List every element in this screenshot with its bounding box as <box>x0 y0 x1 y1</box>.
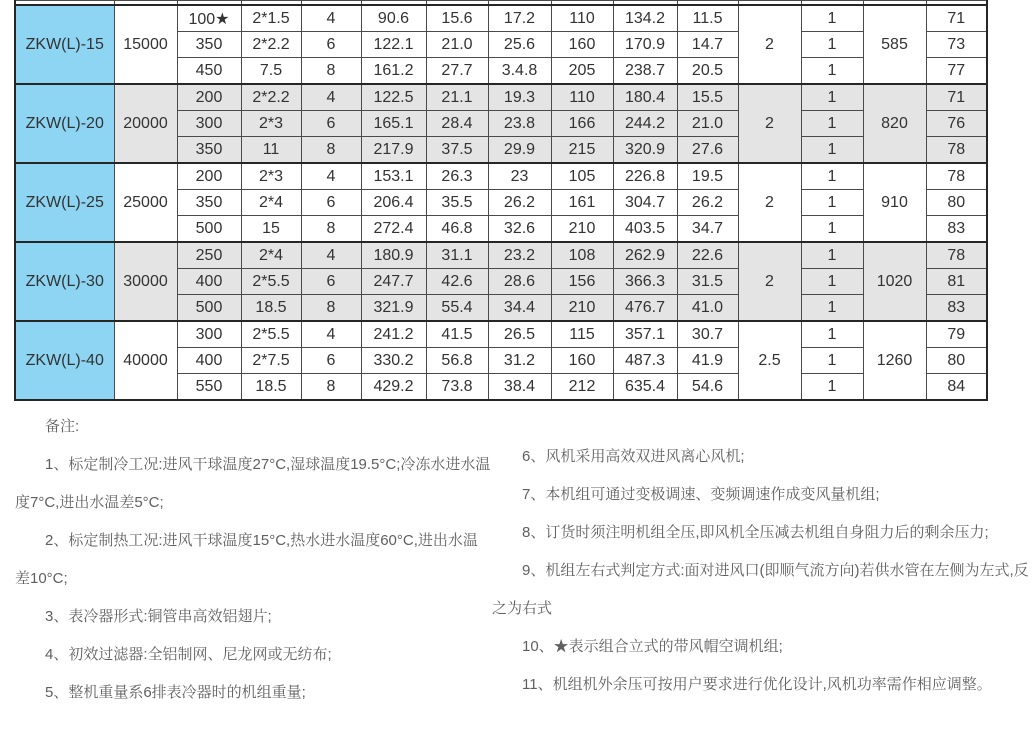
data-cell: 2*2.2 <box>241 84 301 111</box>
data-cell: 28.4 <box>426 111 488 137</box>
merged-value-cell: 1020 <box>863 242 926 321</box>
data-cell: 15.5 <box>677 84 738 111</box>
data-cell: 105 <box>551 163 613 190</box>
data-cell: 6 <box>301 32 361 58</box>
data-cell: 450 <box>177 58 241 85</box>
data-cell: 170.9 <box>613 32 677 58</box>
data-cell: 21.1 <box>426 84 488 111</box>
data-cell: 90.6 <box>361 5 426 32</box>
data-cell: 54.6 <box>677 374 738 401</box>
data-cell: 2*2.2 <box>241 32 301 58</box>
merged-value-cell: 2 <box>738 5 801 84</box>
data-cell: 247.7 <box>361 269 426 295</box>
note-item-10: 10、★表示组合立式的带风帽空调机组; <box>522 638 783 655</box>
data-cell: 1 <box>801 111 863 137</box>
data-cell: 76 <box>926 111 987 137</box>
data-cell: 18.5 <box>241 374 301 401</box>
data-cell: 2*7.5 <box>241 348 301 374</box>
model-cell: ZKW(L)-40 <box>15 321 114 400</box>
data-cell: 23 <box>488 163 551 190</box>
data-cell: 34.7 <box>677 216 738 243</box>
data-cell: 2*1.5 <box>241 5 301 32</box>
data-cell: 215 <box>551 137 613 164</box>
data-cell: 550 <box>177 374 241 401</box>
data-cell: 27.7 <box>426 58 488 85</box>
note-item-6: 6、风机采用高效双进风离心风机; <box>522 448 745 465</box>
data-cell: 500 <box>177 216 241 243</box>
data-cell: 28.6 <box>488 269 551 295</box>
data-cell: 161.2 <box>361 58 426 85</box>
data-cell: 156 <box>551 269 613 295</box>
data-cell: 35.5 <box>426 190 488 216</box>
data-cell: 244.2 <box>613 111 677 137</box>
data-cell: 160 <box>551 348 613 374</box>
note-item-8: 8、订货时须注明机组全压,即风机全压减去机组自身阻力后的剩余压力; <box>522 524 989 541</box>
data-cell: 1 <box>801 58 863 85</box>
data-cell: 4 <box>301 163 361 190</box>
data-cell: 26.2 <box>677 190 738 216</box>
data-cell: 1 <box>801 348 863 374</box>
data-cell: 56.8 <box>426 348 488 374</box>
merged-value-cell: 2 <box>738 84 801 163</box>
data-cell: 403.5 <box>613 216 677 243</box>
data-cell: 46.8 <box>426 216 488 243</box>
data-cell: 71 <box>926 5 987 32</box>
table-row <box>15 242 987 269</box>
data-cell: 6 <box>301 190 361 216</box>
data-cell: 80 <box>926 348 987 374</box>
data-cell: 73.8 <box>426 374 488 401</box>
data-cell: 18.5 <box>241 295 301 322</box>
data-cell: 41.9 <box>677 348 738 374</box>
data-cell: 226.8 <box>613 163 677 190</box>
data-cell: 476.7 <box>613 295 677 322</box>
data-cell: 78 <box>926 163 987 190</box>
notes-right-column <box>492 408 1032 712</box>
data-cell: 21.0 <box>426 32 488 58</box>
data-cell: 122.1 <box>361 32 426 58</box>
note-item-9: 9、机组左右式判定方式:面对进风口(即顺气流方向)若供水管在左侧为左式,反之为右式 <box>492 562 1029 617</box>
data-cell: 73 <box>926 32 987 58</box>
merged-value-cell: 585 <box>863 5 926 84</box>
data-cell: 210 <box>551 295 613 322</box>
data-cell: 4 <box>301 242 361 269</box>
data-cell: 78 <box>926 242 987 269</box>
data-cell: 4 <box>301 84 361 111</box>
data-cell: 350 <box>177 137 241 164</box>
data-cell: 11.5 <box>677 5 738 32</box>
data-cell: 81 <box>926 269 987 295</box>
data-cell: 41.5 <box>426 321 488 348</box>
notes-section <box>0 408 1032 712</box>
data-cell: 78 <box>926 137 987 164</box>
data-cell: 31.1 <box>426 242 488 269</box>
data-cell: 180.4 <box>613 84 677 111</box>
data-cell: 350 <box>177 32 241 58</box>
merged-value-cell: 2.5 <box>738 321 801 400</box>
data-cell: 180.9 <box>361 242 426 269</box>
note-item-1: 1、标定制冷工况:进风干球温度27°C,湿球温度19.5°C;冷冻水进水温度7°C,进出水温差5°C; <box>15 456 491 511</box>
data-cell: 1 <box>801 321 863 348</box>
data-cell: 31.2 <box>488 348 551 374</box>
data-cell: 8 <box>301 374 361 401</box>
note-item-4: 4、初效过滤器:全铝制网、尼龙网或无纺布; <box>45 646 332 663</box>
merged-value-cell: 820 <box>863 84 926 163</box>
data-cell: 429.2 <box>361 374 426 401</box>
data-cell: 1 <box>801 32 863 58</box>
data-cell: 4 <box>301 5 361 32</box>
data-cell: 241.2 <box>361 321 426 348</box>
data-cell: 34.4 <box>488 295 551 322</box>
data-cell: 14.7 <box>677 32 738 58</box>
data-cell: 15.6 <box>426 5 488 32</box>
data-cell: 1 <box>801 190 863 216</box>
data-cell: 3.4.8 <box>488 58 551 85</box>
data-cell: 300 <box>177 111 241 137</box>
data-cell: 17.2 <box>488 5 551 32</box>
data-cell: 83 <box>926 216 987 243</box>
note-item-5: 5、整机重量系6排表冷器时的机组重量; <box>45 684 306 701</box>
data-cell: 22.6 <box>677 242 738 269</box>
data-cell: 153.1 <box>361 163 426 190</box>
data-cell: 165.1 <box>361 111 426 137</box>
merged-value-cell: 2 <box>738 163 801 242</box>
data-cell: 206.4 <box>361 190 426 216</box>
airflow-cell: 40000 <box>114 321 177 400</box>
data-cell: 6 <box>301 111 361 137</box>
table-row <box>15 5 987 32</box>
model-cell: ZKW(L)-20 <box>15 84 114 163</box>
data-cell: 272.4 <box>361 216 426 243</box>
data-cell: 26.2 <box>488 190 551 216</box>
data-cell: 1 <box>801 216 863 243</box>
data-cell: 15 <box>241 216 301 243</box>
data-cell: 23.2 <box>488 242 551 269</box>
model-cell: ZKW(L)-30 <box>15 242 114 321</box>
data-cell: 1 <box>801 374 863 401</box>
data-cell: 32.6 <box>488 216 551 243</box>
note-item-11: 11、机组机外余压可按用户要求进行优化设计,风机功率需作相应调整。 <box>522 676 992 693</box>
airflow-cell: 15000 <box>114 5 177 84</box>
data-cell: 84 <box>926 374 987 401</box>
data-cell: 55.4 <box>426 295 488 322</box>
data-cell: 20.5 <box>677 58 738 85</box>
data-cell: 1 <box>801 295 863 322</box>
data-cell: 7.5 <box>241 58 301 85</box>
merged-value-cell: 2 <box>738 242 801 321</box>
data-cell: 212 <box>551 374 613 401</box>
data-cell: 238.7 <box>613 58 677 85</box>
data-cell: 38.4 <box>488 374 551 401</box>
data-cell: 79 <box>926 321 987 348</box>
data-cell: 160 <box>551 32 613 58</box>
data-cell: 262.9 <box>613 242 677 269</box>
data-cell: 8 <box>301 295 361 322</box>
data-cell: 2*4 <box>241 190 301 216</box>
data-cell: 6 <box>301 348 361 374</box>
data-cell: 110 <box>551 5 613 32</box>
notes-title: 备注: <box>45 418 80 435</box>
data-cell: 6 <box>301 269 361 295</box>
airflow-cell: 25000 <box>114 163 177 242</box>
data-cell: 166 <box>551 111 613 137</box>
data-cell: 635.4 <box>613 374 677 401</box>
data-cell: 29.9 <box>488 137 551 164</box>
data-cell: 161 <box>551 190 613 216</box>
merged-value-cell: 910 <box>863 163 926 242</box>
data-cell: 21.0 <box>677 111 738 137</box>
note-item-3: 3、表冷器形式:铜管串高效铝翅片; <box>45 608 272 625</box>
model-cell: ZKW(L)-15 <box>15 5 114 84</box>
data-cell: 11 <box>241 137 301 164</box>
data-cell: 1 <box>801 137 863 164</box>
data-cell: 210 <box>551 216 613 243</box>
data-cell: 110 <box>551 84 613 111</box>
data-cell: 108 <box>551 242 613 269</box>
data-cell: 77 <box>926 58 987 85</box>
data-cell: 8 <box>301 58 361 85</box>
data-cell: 200 <box>177 84 241 111</box>
note-item-2: 2、标定制热工况:进风干球温度15°C,热水进水温度60°C,进出水温差10°C; <box>15 532 478 587</box>
data-cell: 8 <box>301 216 361 243</box>
data-cell: 41.0 <box>677 295 738 322</box>
data-cell: 1 <box>801 163 863 190</box>
data-cell: 300 <box>177 321 241 348</box>
data-cell: 19.5 <box>677 163 738 190</box>
data-cell: 200 <box>177 163 241 190</box>
notes-left-column <box>15 408 492 712</box>
data-cell: 115 <box>551 321 613 348</box>
data-cell: 304.7 <box>613 190 677 216</box>
data-cell: 23.8 <box>488 111 551 137</box>
airflow-cell: 30000 <box>114 242 177 321</box>
table-row <box>15 321 987 348</box>
data-cell: 217.9 <box>361 137 426 164</box>
data-cell: 321.9 <box>361 295 426 322</box>
data-cell: 19.3 <box>488 84 551 111</box>
data-cell: 26.3 <box>426 163 488 190</box>
data-cell: 25.6 <box>488 32 551 58</box>
airflow-cell: 20000 <box>114 84 177 163</box>
data-cell: 42.6 <box>426 269 488 295</box>
data-cell: 487.3 <box>613 348 677 374</box>
data-cell: 1 <box>801 242 863 269</box>
data-cell: 100★ <box>177 5 241 32</box>
data-cell: 4 <box>301 321 361 348</box>
data-cell: 1 <box>801 5 863 32</box>
merged-value-cell: 1260 <box>863 321 926 400</box>
model-cell: ZKW(L)-25 <box>15 163 114 242</box>
data-cell: 357.1 <box>613 321 677 348</box>
data-cell: 2*5.5 <box>241 269 301 295</box>
data-cell: 400 <box>177 269 241 295</box>
data-cell: 350 <box>177 190 241 216</box>
data-cell: 2*5.5 <box>241 321 301 348</box>
data-cell: 330.2 <box>361 348 426 374</box>
note-item-7: 7、本机组可通过变极调速、变频调速作成变风量机组; <box>522 486 880 503</box>
data-cell: 30.7 <box>677 321 738 348</box>
data-cell: 134.2 <box>613 5 677 32</box>
data-cell: 83 <box>926 295 987 322</box>
data-cell: 31.5 <box>677 269 738 295</box>
data-cell: 2*3 <box>241 111 301 137</box>
data-cell: 71 <box>926 84 987 111</box>
data-cell: 205 <box>551 58 613 85</box>
data-cell: 250 <box>177 242 241 269</box>
table-row <box>15 84 987 111</box>
data-cell: 8 <box>301 137 361 164</box>
table-row <box>15 163 987 190</box>
spec-table <box>14 0 988 401</box>
data-cell: 500 <box>177 295 241 322</box>
data-cell: 400 <box>177 348 241 374</box>
data-cell: 27.6 <box>677 137 738 164</box>
data-cell: 1 <box>801 269 863 295</box>
data-cell: 1 <box>801 84 863 111</box>
data-cell: 37.5 <box>426 137 488 164</box>
data-cell: 2*3 <box>241 163 301 190</box>
data-cell: 80 <box>926 190 987 216</box>
data-cell: 26.5 <box>488 321 551 348</box>
data-cell: 2*4 <box>241 242 301 269</box>
data-cell: 366.3 <box>613 269 677 295</box>
data-cell: 122.5 <box>361 84 426 111</box>
data-cell: 320.9 <box>613 137 677 164</box>
